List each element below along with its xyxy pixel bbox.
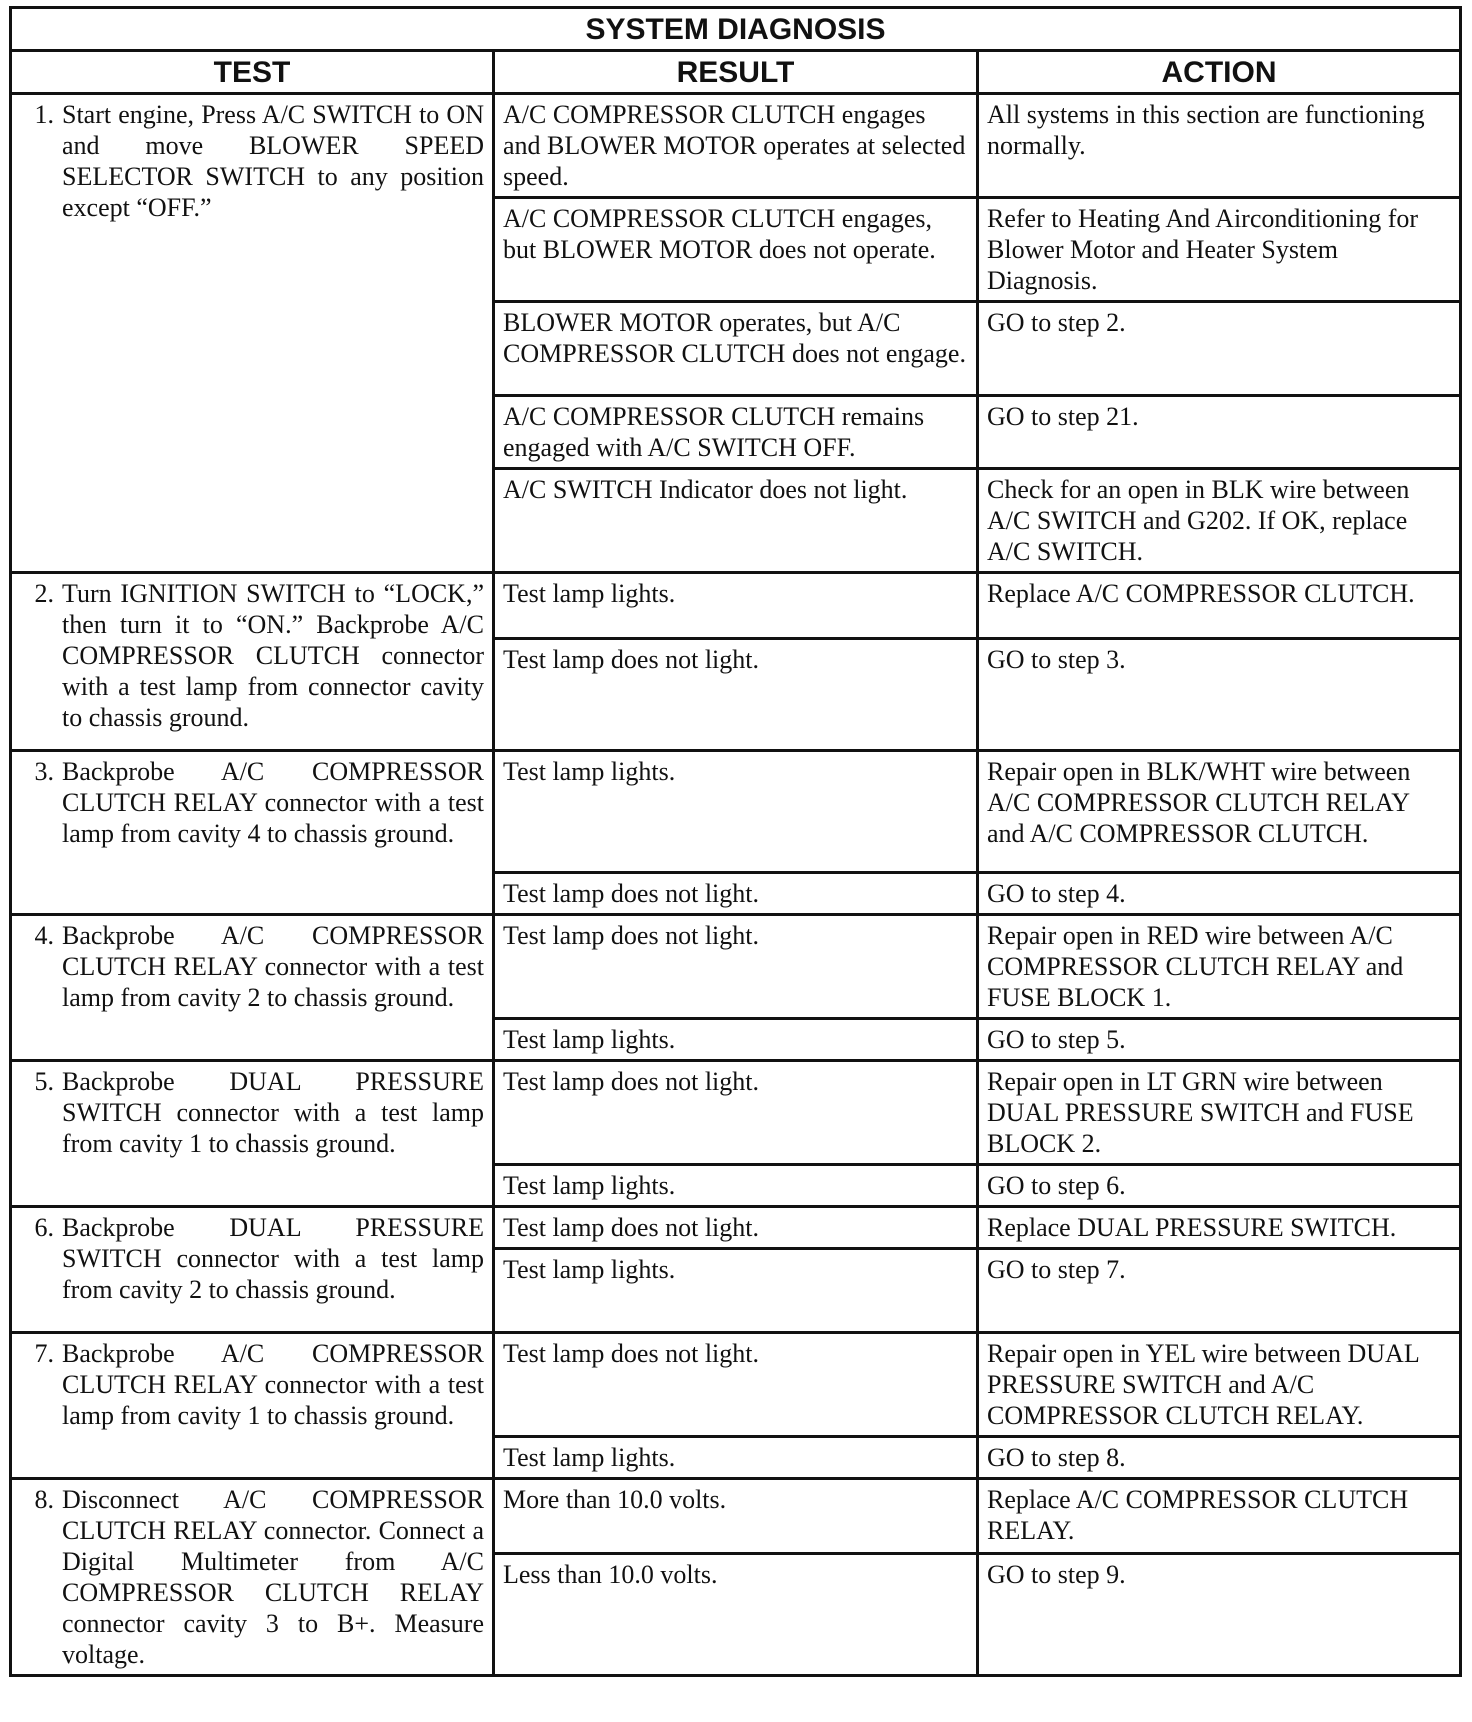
result-cell: Test lamp lights. — [494, 1019, 978, 1061]
test-step-5 — [11, 1061, 494, 1207]
title-row — [11, 8, 1461, 51]
table-row — [11, 1333, 1461, 1437]
action-cell: Repair open in RED wire between A/C COMPRESSOR CLUTCH RELAY and FUSE BLOCK 1. — [978, 915, 1461, 1019]
result-cell: Test lamp does not light. — [494, 1061, 978, 1165]
table-row — [11, 751, 1461, 873]
action-cell: GO to step 21. — [978, 396, 1461, 469]
test-step-2 — [11, 573, 494, 751]
table-row — [11, 573, 1461, 639]
test-step-8 — [11, 1479, 494, 1676]
action-cell: GO to step 6. — [978, 1165, 1461, 1207]
test-step-4 — [11, 915, 494, 1061]
table-row — [11, 1061, 1461, 1165]
table-row — [11, 94, 1461, 198]
table-title: SYSTEM DIAGNOSIS — [11, 8, 1461, 51]
result-cell: Test lamp lights. — [494, 1249, 978, 1333]
action-cell: Repair open in LT GRN wire between DUAL PRESSURE SWITCH and FUSE BLOCK 2. — [978, 1061, 1461, 1165]
action-cell: Replace A/C COMPRESSOR CLUTCH. — [978, 573, 1461, 639]
step-text: Backprobe A/C COMPRESSOR CLUTCH RELAY connector with a test lamp from cavity 4 to chassis ground. — [62, 757, 484, 848]
test-step-6 — [11, 1207, 494, 1333]
result-cell: Test lamp does not light. — [494, 1207, 978, 1249]
action-cell: Replace DUAL PRESSURE SWITCH. — [978, 1207, 1461, 1249]
result-cell: BLOWER MOTOR operates, but A/C COMPRESSOR CLUTCH does not engage. — [494, 302, 978, 396]
step-text: Backprobe DUAL PRESSURE SWITCH connector with a test lamp from cavity 1 to chassis ground. — [62, 1067, 484, 1158]
result-cell: More than 10.0 volts. — [494, 1479, 978, 1554]
result-cell: A/C COMPRESSOR CLUTCH remains engaged with A/C SWITCH OFF. — [494, 396, 978, 469]
step-text: Start engine, Press A/C SWITCH to ON and move BLOWER SPEED SELECTOR SWITCH to any position except “OFF.” — [62, 100, 484, 222]
test-step-3 — [11, 751, 494, 915]
action-cell: Check for an open in BLK wire between A/C SWITCH and G202. If OK, replace A/C SWITCH. — [978, 469, 1461, 573]
action-cell: GO to step 9. — [978, 1553, 1461, 1676]
step-text: Backprobe A/C COMPRESSOR CLUTCH RELAY connector with a test lamp from cavity 2 to chassis ground. — [62, 921, 484, 1012]
action-cell: GO to step 8. — [978, 1437, 1461, 1479]
action-cell: GO to step 2. — [978, 302, 1461, 396]
action-cell: GO to step 4. — [978, 873, 1461, 915]
action-cell: Repair open in YEL wire between DUAL PRESSURE SWITCH and A/C COMPRESSOR CLUTCH RELAY. — [978, 1333, 1461, 1437]
result-cell: A/C COMPRESSOR CLUTCH engages and BLOWER MOTOR operates at selected speed. — [494, 94, 978, 198]
test-step-1 — [11, 94, 494, 573]
step-number: 4. — [34, 921, 54, 950]
step-text: Backprobe DUAL PRESSURE SWITCH connector with a test lamp from cavity 2 to chassis ground. — [62, 1213, 484, 1304]
table-row — [11, 1479, 1461, 1554]
test-step-7 — [11, 1333, 494, 1479]
step-text: Turn IGNITION SWITCH to “LOCK,” then turn it to “ON.” Backprobe A/C COMPRESSOR CLUTCH connector with a test lamp from connector cavity to chassis ground. — [62, 579, 484, 732]
result-cell: Test lamp does not light. — [494, 639, 978, 751]
step-number: 3. — [34, 757, 54, 786]
column-header-action: ACTION — [978, 51, 1461, 94]
action-cell: GO to step 3. — [978, 639, 1461, 751]
step-number: 5. — [34, 1067, 54, 1096]
table-row — [11, 915, 1461, 1019]
step-number: 1. — [34, 100, 54, 129]
action-cell: Replace A/C COMPRESSOR CLUTCH RELAY. — [978, 1479, 1461, 1554]
table-row — [11, 1207, 1461, 1249]
result-cell: A/C SWITCH Indicator does not light. — [494, 469, 978, 573]
step-text: Disconnect A/C COMPRESSOR CLUTCH RELAY connector. Connect a Digital Multimeter from A/C COMPRESSOR CLUTCH RELAY connector cavity 3 to B+. Measure voltage. — [62, 1485, 484, 1669]
result-cell: Test lamp lights. — [494, 573, 978, 639]
action-cell: GO to step 5. — [978, 1019, 1461, 1061]
result-cell: Less than 10.0 volts. — [494, 1553, 978, 1676]
action-cell: Repair open in BLK/WHT wire between A/C COMPRESSOR CLUTCH RELAY and A/C COMPRESSOR CLUTCH. — [978, 751, 1461, 873]
header-row — [11, 51, 1461, 94]
result-cell: Test lamp lights. — [494, 1437, 978, 1479]
diagnosis-sheet — [9, 6, 1459, 1677]
step-number: 2. — [34, 579, 54, 608]
column-header-result: RESULT — [494, 51, 978, 94]
result-cell: Test lamp lights. — [494, 751, 978, 873]
step-number: 8. — [34, 1485, 54, 1514]
action-cell: Refer to Heating And Airconditioning for Blower Motor and Heater System Diagnosis. — [978, 198, 1461, 302]
result-cell: Test lamp does not light. — [494, 1333, 978, 1437]
column-header-test: TEST — [11, 51, 494, 94]
step-number: 7. — [34, 1339, 54, 1368]
step-text: Backprobe A/C COMPRESSOR CLUTCH RELAY connector with a test lamp from cavity 1 to chassis ground. — [62, 1339, 484, 1430]
system-diagnosis-table — [9, 6, 1462, 1677]
result-cell: Test lamp lights. — [494, 1165, 978, 1207]
step-number: 6. — [34, 1213, 54, 1242]
result-cell: A/C COMPRESSOR CLUTCH engages, but BLOWER MOTOR does not operate. — [494, 198, 978, 302]
action-cell: All systems in this section are functioning normally. — [978, 94, 1461, 198]
result-cell: Test lamp does not light. — [494, 873, 978, 915]
result-cell: Test lamp does not light. — [494, 915, 978, 1019]
action-cell: GO to step 7. — [978, 1249, 1461, 1333]
